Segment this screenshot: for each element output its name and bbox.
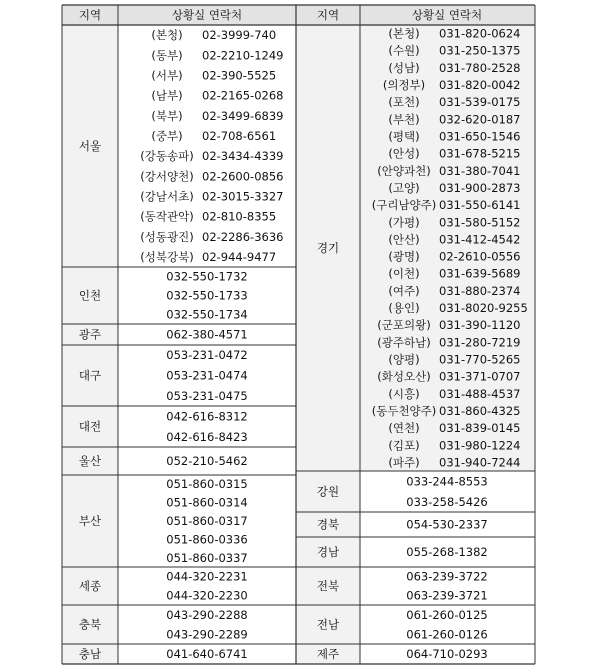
phone-number: 031-390-1120 [439,318,521,333]
phone-number: 053-231-0474 [166,368,248,383]
branch-name: (화성오산) [377,369,431,384]
branch-name: (시흥) [388,386,420,401]
phone-number: 02-3015-3327 [202,189,284,204]
phone-number: 031-780-2528 [439,60,521,75]
branch-name: (구리남양주) [371,198,437,213]
branch-name: (성남) [388,60,420,75]
phone-number: 042-616-8312 [166,409,248,424]
branch-name: (용인) [388,301,420,316]
branch-name: (강서양천) [140,169,194,184]
branch-name: (중부) [151,128,183,143]
phone-number: 041-640-6741 [166,647,248,661]
branch-name: (북부) [151,108,183,123]
region-label: 경기 [316,241,340,255]
phone-number: 031-380-7041 [439,163,521,178]
phone-number: 031-820-0624 [439,26,521,41]
region-label: 경남 [316,545,340,559]
phone-number: 031-280-7219 [439,335,521,350]
phone-number: 033-244-8553 [406,474,488,489]
phone-number: 044-320-2230 [166,588,248,603]
phone-number: 031-8020-9255 [439,301,528,316]
branch-name: (이천) [388,266,420,281]
branch-name: (양평) [388,352,420,367]
branch-name: (본청) [388,26,420,41]
branch-name: (의정부) [382,78,426,93]
region-label: 울산 [78,454,102,468]
phone-number: 02-2210-1249 [202,48,284,63]
phone-number: 051-860-0336 [166,532,248,547]
phone-number: 02-708-6561 [202,128,277,143]
phone-number: 054-530-2337 [406,517,488,532]
header-contact-left: 상황실 연락처 [171,8,243,22]
phone-number: 052-210-5462 [166,454,248,468]
phone-number: 055-268-1382 [406,545,488,559]
branch-name: (동두천양주) [371,403,437,418]
branch-name: (파주) [388,455,420,470]
phone-number: 031-650-1546 [439,129,521,144]
phone-number: 044-320-2231 [166,569,248,584]
region-label: 제주 [316,647,340,661]
branch-name: (부천) [388,112,420,127]
region-label: 경북 [316,517,340,532]
branch-name: (김포) [388,438,420,453]
branch-name: (수원) [388,43,420,58]
branch-name: (안성) [388,146,420,161]
branch-name: (성동광진) [140,229,194,244]
phone-number: 063-239-3721 [406,588,488,603]
branch-name: (포천) [388,95,420,110]
phone-number: 031-839-0145 [439,421,521,436]
branch-name: (광주하남) [377,335,431,350]
phone-number: 02-944-9477 [202,249,277,264]
phone-number: 02-3999-740 [202,28,277,43]
phone-number: 031-488-4537 [439,386,521,401]
phone-number: 02-3434-4339 [202,149,284,164]
phone-number: 043-290-2288 [166,607,248,622]
phone-number: 02-2600-0856 [202,169,284,184]
phone-number: 031-980-1224 [439,438,521,453]
region-label: 충남 [78,647,102,661]
phone-number: 032-550-1733 [166,288,248,303]
branch-name: (강동송파) [140,149,194,164]
branch-name: (동부) [151,48,183,63]
branch-name: (안산) [388,232,420,247]
region-label: 대전 [78,419,102,434]
phone-number: 02-390-5525 [202,68,277,83]
header-region-left: 지역 [78,8,102,22]
region-column-right-bg [296,25,360,664]
phone-number: 043-290-2289 [166,627,248,642]
phone-number: 053-231-0472 [166,348,248,363]
phone-number: 061-260-0126 [406,627,488,642]
phone-number: 031-880-2374 [439,283,521,298]
region-label: 서울 [78,139,102,153]
phone-number: 064-710-0293 [406,647,488,661]
phone-number: 031-539-0175 [439,95,521,110]
region-label: 전남 [316,617,340,632]
region-label: 강원 [316,484,340,499]
phone-number: 051-860-0337 [166,550,248,565]
phone-number: 031-940-7244 [439,455,521,470]
region-label: 세종 [78,579,102,593]
region-label: 부산 [78,514,102,528]
phone-number: 032-550-1734 [166,307,248,322]
phone-number: 042-616-8423 [166,429,248,444]
phone-number: 051-860-0315 [166,477,248,492]
branch-name: (연천) [388,421,420,436]
phone-number: 031-678-5215 [439,146,521,161]
phone-number: 031-580-5152 [439,215,521,230]
phone-number: 031-639-5689 [439,266,521,281]
phone-number: 032-620-0187 [439,112,521,127]
phone-number: 02-3499-6839 [202,108,284,123]
region-label: 광주 [78,327,102,342]
region-label: 충북 [78,617,102,632]
phone-number: 053-231-0475 [166,388,248,403]
branch-name: (동작관악) [140,209,194,224]
phone-number: 062-380-4571 [166,327,248,342]
branch-name: (평택) [388,129,420,144]
phone-number: 063-239-3722 [406,569,488,584]
phone-number: 031-820-0042 [439,78,521,93]
phone-number: 031-900-2873 [439,180,521,195]
branch-name: (고양) [388,180,420,195]
region-label: 전북 [316,579,340,593]
phone-number: 02-2286-3636 [202,229,284,244]
phone-number: 02-2610-0556 [439,249,521,264]
branch-name: (강남서초) [140,189,194,204]
branch-name: (여주) [388,283,420,298]
phone-number: 031-371-0707 [439,369,521,384]
branch-name: (광명) [388,249,420,264]
region-label: 대구 [78,368,102,383]
phone-number: 061-260-0125 [406,607,488,622]
phone-number: 031-770-5265 [439,352,521,367]
phone-number: 033-258-5426 [406,494,488,509]
header-region-right: 지역 [316,8,340,22]
region-label: 인천 [78,288,102,303]
phone-number: 031-250-1375 [439,43,521,58]
header-contact-right: 상황실 연락처 [411,8,483,22]
phone-number: 032-550-1732 [166,269,248,284]
phone-number: 031-550-6141 [439,198,521,213]
branch-name: (남부) [151,88,183,103]
phone-number: 031-860-4325 [439,403,521,418]
phone-number: 051-860-0317 [166,514,248,528]
branch-name: (서부) [151,68,183,83]
branch-name: (안양과천) [377,163,431,178]
phone-number: 02-810-8355 [202,209,277,224]
phone-number: 051-860-0314 [166,495,248,510]
branch-name: (가평) [388,215,420,230]
phone-number: 02-2165-0268 [202,88,284,103]
phone-number: 031-412-4542 [439,232,521,247]
branch-name: (본청) [151,28,183,43]
branch-name: (군포의왕) [377,318,431,333]
branch-name: (성북강북) [140,249,194,264]
